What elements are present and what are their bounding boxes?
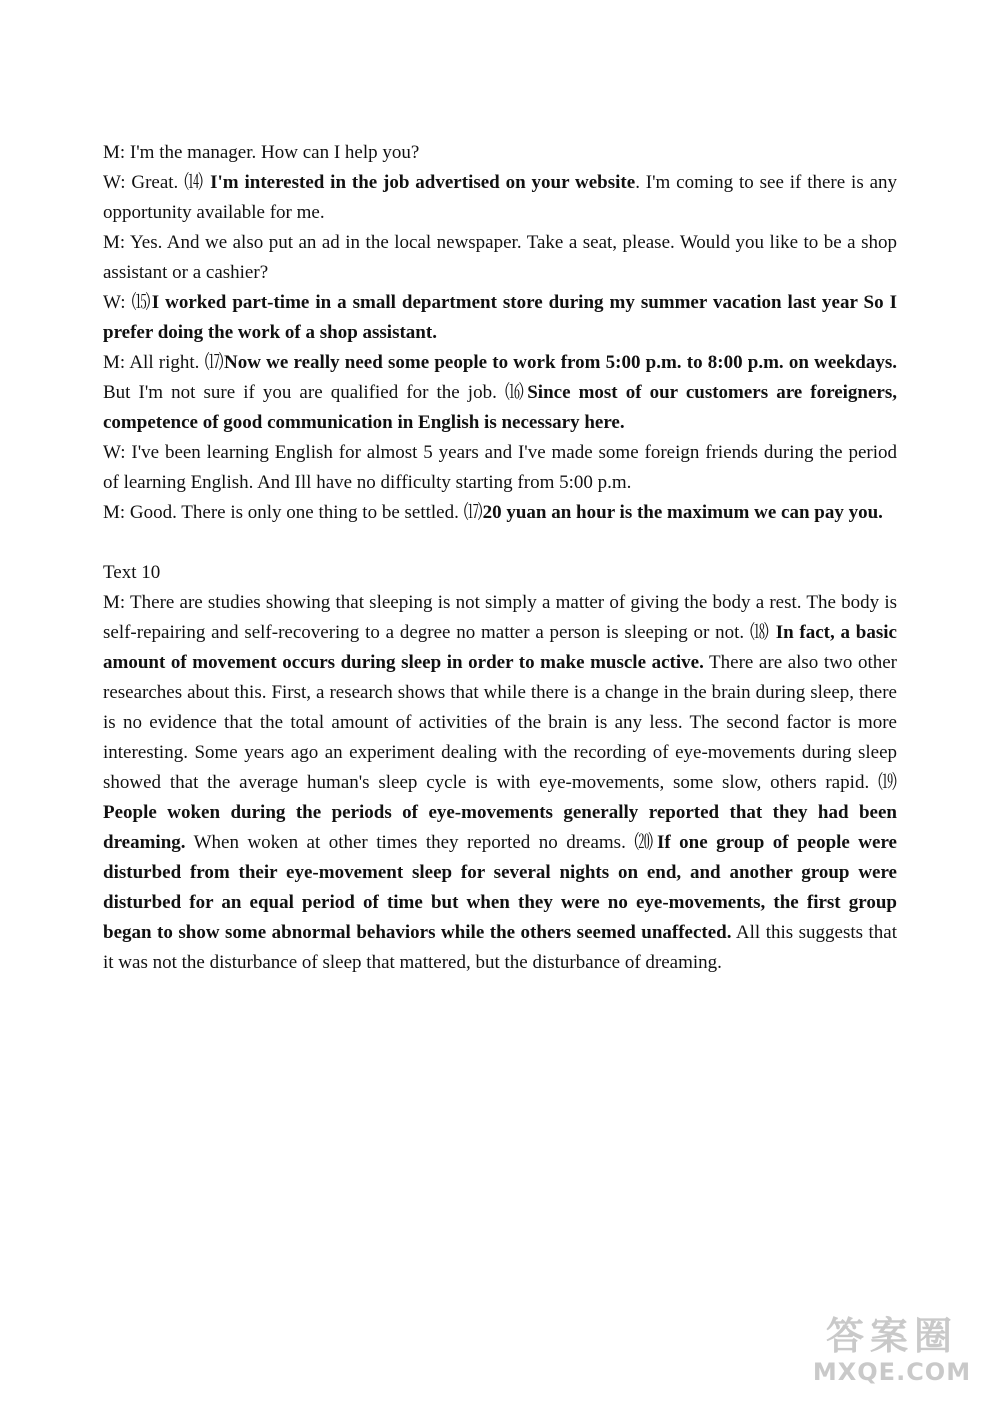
dialogue-line <box>103 498 897 528</box>
text10-paragraph <box>103 588 897 978</box>
answer-highlight: In fact, a basic amount of movement occurs during sleep in order to make muscle active. <box>103 622 897 673</box>
dialogue-section <box>103 138 897 528</box>
answer-highlight: 20 yuan an hour is the maximum we can pay you. <box>482 502 883 523</box>
text-run: M: I'm the manager. How can I help you? <box>103 142 420 163</box>
answer-highlight: People woken during the periods of eye-movements generally reported that they had been dreaming. <box>103 802 897 853</box>
text-run: M: Good. There is only one thing to be settled. ⒄ <box>103 502 483 523</box>
answer-highlight: If one group of people were disturbed from their eye-movement sleep for several nights on end, and another group were disturbed for an equal period of time but when they were no eye-movements, the first group began to show some abnormal behaviors while the others seemed unaffected. <box>103 832 897 943</box>
text-run: . I'm coming to see if there is any opportunity available for me. <box>103 172 898 223</box>
dialogue-line <box>103 438 897 498</box>
text-run: W: I've been learning English for almost 5 years and I've made some foreign friends during the period of learning English. And Ill have no difficulty starting from 5:00 p.m. <box>103 442 897 493</box>
text-run: W: Great. ⒁ <box>103 172 211 193</box>
watermark-top-text: 答案圈 <box>825 1314 958 1358</box>
text-run: M: All right. ⒄ <box>103 352 225 373</box>
dialogue-line <box>103 348 897 438</box>
text-run: M: Yes. And we also put an ad in the local newspaper. Take a seat, please. Would you like to be a shop assistant or a cashier? <box>103 232 897 283</box>
text-run: When woken at other times they reported no dreams. ⒇ <box>185 832 657 853</box>
text-run: There are also two other researches about this. First, a research shows that while there is a change in the brain during sleep, there is no evidence that the total amount of activities of the brain is any less. The second factor is more interesting. Some years ago an experiment dealing with the recording of eye-movements during sleep showed that the average human's sleep cycle is with eye-movements, some slow, others rapid. ⒆ <box>103 652 897 793</box>
watermark-bottom-text: MXQE.COM <box>812 1358 972 1386</box>
answer-highlight: I worked part-time in a small department store during my summer vacation last year So I prefer doing the work of a shop assistant. <box>103 292 897 343</box>
dialogue-line <box>103 288 897 348</box>
answer-highlight: Since most of our customers are foreigners, competence of good communication in English is necessary here. <box>103 382 897 433</box>
text-run: W: ⒂ <box>103 292 152 313</box>
dialogue-line <box>103 168 897 228</box>
document-body <box>103 138 897 978</box>
text10-heading: Text 10 <box>103 562 161 583</box>
watermark-logo <box>802 1314 982 1404</box>
answer-highlight: Now we really need some people to work from 5:00 p.m. to 8:00 p.m. on weekdays. <box>224 352 897 373</box>
dialogue-line <box>103 138 897 168</box>
answer-highlight: I'm interested in the job advertised on your website <box>210 172 636 193</box>
section-gap <box>103 528 897 558</box>
text-run: All this suggests that it was not the disturbance of sleep that mattered, but the disturbance of dreaming. <box>103 922 898 973</box>
dialogue-line <box>103 228 897 288</box>
text-run: M: There are studies showing that sleeping is not simply a matter of giving the body a rest. The body is self-repairing and self-recovering to a degree no matter a person is sleeping or not. ⒅ <box>103 592 897 643</box>
text-run: But I'm not sure if you are qualified for the job. ⒃ <box>103 382 528 403</box>
